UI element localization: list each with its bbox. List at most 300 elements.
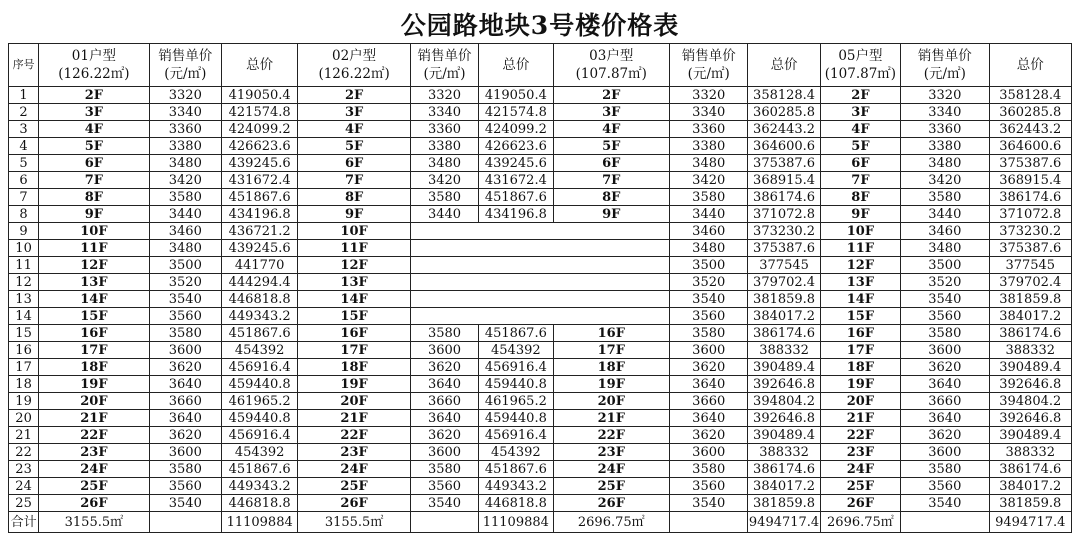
cell: 431672.4 xyxy=(479,172,553,189)
cell: 2696.75㎡ xyxy=(553,512,670,533)
cell: 2F xyxy=(553,87,670,104)
cell: 17F xyxy=(820,342,900,359)
row-index: 2 xyxy=(9,104,39,121)
cell: 3380 xyxy=(901,138,989,155)
cell: 11F xyxy=(820,240,900,257)
table-row xyxy=(9,155,1072,172)
cell: 8F xyxy=(39,189,150,206)
cell: 3600 xyxy=(410,444,478,461)
cell: 19F xyxy=(298,376,411,393)
cell: 4F xyxy=(553,121,670,138)
cell: 3F xyxy=(820,104,900,121)
cell: 459440.8 xyxy=(221,376,297,393)
cell: 3420 xyxy=(901,172,989,189)
cell: 3540 xyxy=(410,495,478,512)
row-index: 22 xyxy=(9,444,39,461)
cell: 3640 xyxy=(901,410,989,427)
cell: 459440.8 xyxy=(221,410,297,427)
cell: 13F xyxy=(39,274,150,291)
cell: 394804.2 xyxy=(989,393,1071,410)
cell: 2696.75㎡ xyxy=(820,512,900,533)
cell: 9494717.4 xyxy=(989,512,1071,533)
cell: 21F xyxy=(298,410,411,427)
cell: 434196.8 xyxy=(221,206,297,223)
cell: 3420 xyxy=(670,172,748,189)
total-price-header: 总价 xyxy=(748,44,820,87)
cell: 390489.4 xyxy=(989,427,1071,444)
price-table xyxy=(8,43,1072,533)
cell: 12F xyxy=(820,257,900,274)
cell xyxy=(901,512,989,533)
cell: 3620 xyxy=(149,427,221,444)
unit-price-header: 销售单价 (元/㎡) xyxy=(410,44,478,87)
cell: 11109884 xyxy=(221,512,297,533)
cell: 388332 xyxy=(748,444,820,461)
cell: 454392 xyxy=(479,444,553,461)
cell: 3640 xyxy=(410,410,478,427)
cell: 362443.2 xyxy=(989,121,1071,138)
cell: 386174.6 xyxy=(748,325,820,342)
cell: 21F xyxy=(553,410,670,427)
cell: 3580 xyxy=(901,325,989,342)
cell: 3380 xyxy=(410,138,478,155)
cell: 364600.6 xyxy=(989,138,1071,155)
cell: 451867.6 xyxy=(479,461,553,478)
cell: 3480 xyxy=(410,155,478,172)
cell: 7F xyxy=(298,172,411,189)
table-row xyxy=(9,257,1072,274)
row-index: 9 xyxy=(9,223,39,240)
cell: 14F xyxy=(820,291,900,308)
cell: 3F xyxy=(553,104,670,121)
table-row xyxy=(9,189,1072,206)
cell: 384017.2 xyxy=(989,308,1071,325)
cell: 25F xyxy=(553,478,670,495)
cell: 24F xyxy=(553,461,670,478)
cell: 388332 xyxy=(989,444,1071,461)
row-index: 23 xyxy=(9,461,39,478)
row-index: 19 xyxy=(9,393,39,410)
cell: 377545 xyxy=(748,257,820,274)
cell: 18F xyxy=(553,359,670,376)
cell: 3580 xyxy=(670,461,748,478)
cell: 15F xyxy=(820,308,900,325)
cell: 3580 xyxy=(670,325,748,342)
cell: 2F xyxy=(39,87,150,104)
cell: 7F xyxy=(820,172,900,189)
cell: 449343.2 xyxy=(221,308,297,325)
cell: 3560 xyxy=(670,478,748,495)
cell: 3360 xyxy=(670,121,748,138)
cell: 2F xyxy=(298,87,411,104)
cell: 3660 xyxy=(410,393,478,410)
cell: 390489.4 xyxy=(748,359,820,376)
unit-price-header: 销售单价 (元/㎡) xyxy=(901,44,989,87)
cell: 5F xyxy=(39,138,150,155)
cell: 3460 xyxy=(149,223,221,240)
cell: 20F xyxy=(39,393,150,410)
cell: 3500 xyxy=(670,257,748,274)
table-body xyxy=(9,87,1072,512)
cell xyxy=(410,512,478,533)
cell: 384017.2 xyxy=(748,308,820,325)
cell: 392646.8 xyxy=(748,410,820,427)
cell: 459440.8 xyxy=(479,376,553,393)
row-index: 18 xyxy=(9,376,39,393)
cell: 431672.4 xyxy=(221,172,297,189)
cell: 17F xyxy=(39,342,150,359)
cell: 379702.4 xyxy=(748,274,820,291)
cell: 3580 xyxy=(410,325,478,342)
cell: 444294.4 xyxy=(221,274,297,291)
cell: 18F xyxy=(39,359,150,376)
cell: 3600 xyxy=(410,342,478,359)
cell: 11F xyxy=(298,240,411,257)
cell: 3620 xyxy=(901,427,989,444)
cell: 6F xyxy=(553,155,670,172)
cell: 10F xyxy=(39,223,150,240)
cell: 373230.2 xyxy=(748,223,820,240)
cell: 3640 xyxy=(670,376,748,393)
cell: 381859.8 xyxy=(989,495,1071,512)
cell: 3600 xyxy=(670,342,748,359)
cell: 446818.8 xyxy=(221,291,297,308)
cell: 3640 xyxy=(149,376,221,393)
cell: 11F xyxy=(39,240,150,257)
cell: 3320 xyxy=(670,87,748,104)
cell: 3360 xyxy=(901,121,989,138)
cell: 3620 xyxy=(149,359,221,376)
cell: 3580 xyxy=(901,189,989,206)
table-row xyxy=(9,291,1072,308)
cell: 26F xyxy=(39,495,150,512)
cell: 386174.6 xyxy=(989,325,1071,342)
cell: 373230.2 xyxy=(989,223,1071,240)
cell: 8F xyxy=(820,189,900,206)
cell: 4F xyxy=(39,121,150,138)
cell: 9F xyxy=(298,206,411,223)
row-index: 5 xyxy=(9,155,39,172)
cell: 3540 xyxy=(901,291,989,308)
cell: 386174.6 xyxy=(748,189,820,206)
cell: 26F xyxy=(298,495,411,512)
cell: 3620 xyxy=(670,427,748,444)
cell: 371072.8 xyxy=(989,206,1071,223)
cell: 424099.2 xyxy=(221,121,297,138)
cell: 388332 xyxy=(748,342,820,359)
cell: 5F xyxy=(298,138,411,155)
cell: 381859.8 xyxy=(989,291,1071,308)
cell: 3500 xyxy=(901,257,989,274)
cell: 3520 xyxy=(670,274,748,291)
cell: 3F xyxy=(39,104,150,121)
cell: 7F xyxy=(553,172,670,189)
cell: 3540 xyxy=(149,495,221,512)
row-index: 13 xyxy=(9,291,39,308)
cell: 20F xyxy=(553,393,670,410)
cell: 368915.4 xyxy=(748,172,820,189)
cell: 24F xyxy=(298,461,411,478)
table-row xyxy=(9,444,1072,461)
cell: 394804.2 xyxy=(748,393,820,410)
cell: 386174.6 xyxy=(748,461,820,478)
table-row xyxy=(9,121,1072,138)
cell: 17F xyxy=(553,342,670,359)
table-header xyxy=(9,44,1072,87)
cell: 15F xyxy=(298,308,411,325)
cell: 424099.2 xyxy=(479,121,553,138)
cell: 3620 xyxy=(410,427,478,444)
cell: 371072.8 xyxy=(748,206,820,223)
cell: 3480 xyxy=(149,155,221,172)
cell: 388332 xyxy=(989,342,1071,359)
cell: 3660 xyxy=(149,393,221,410)
cell: 3540 xyxy=(149,291,221,308)
cell: 3520 xyxy=(149,274,221,291)
cell xyxy=(149,512,221,533)
cell: 3560 xyxy=(149,478,221,495)
seq-header: 序号 xyxy=(9,44,39,87)
table-row xyxy=(9,206,1072,223)
cell: 456916.4 xyxy=(221,359,297,376)
cell: 456916.4 xyxy=(221,427,297,444)
cell: 2F xyxy=(820,87,900,104)
cell: 3620 xyxy=(670,359,748,376)
row-index: 1 xyxy=(9,87,39,104)
cell: 451867.6 xyxy=(221,461,297,478)
cell: 7F xyxy=(39,172,150,189)
cell: 10F xyxy=(298,223,411,240)
cell: 6F xyxy=(820,155,900,172)
cell: 3600 xyxy=(149,444,221,461)
cell: 9F xyxy=(820,206,900,223)
table-row xyxy=(9,274,1072,291)
cell: 439245.6 xyxy=(479,155,553,172)
row-index: 10 xyxy=(9,240,39,257)
table-row xyxy=(9,104,1072,121)
cell: 3380 xyxy=(670,138,748,155)
cell: 390489.4 xyxy=(748,427,820,444)
cell: 3560 xyxy=(670,308,748,325)
cell: 459440.8 xyxy=(479,410,553,427)
row-index: 3 xyxy=(9,121,39,138)
cell: 451867.6 xyxy=(221,325,297,342)
cell: 3480 xyxy=(901,155,989,172)
cell: 8F xyxy=(553,189,670,206)
table-row xyxy=(9,393,1072,410)
cell: 3460 xyxy=(901,223,989,240)
total-price-header: 总价 xyxy=(989,44,1071,87)
cell: 3580 xyxy=(410,189,478,206)
blank-area xyxy=(410,291,669,308)
cell: 454392 xyxy=(221,342,297,359)
cell: 21F xyxy=(39,410,150,427)
totals-row xyxy=(9,512,1072,533)
cell: 26F xyxy=(820,495,900,512)
cell: 3580 xyxy=(149,461,221,478)
cell: 3420 xyxy=(410,172,478,189)
cell: 3560 xyxy=(901,478,989,495)
cell: 10F xyxy=(820,223,900,240)
cell: 441770 xyxy=(221,257,297,274)
table-row xyxy=(9,461,1072,478)
cell: 426623.6 xyxy=(221,138,297,155)
blank-area xyxy=(410,240,669,257)
table-row xyxy=(9,240,1072,257)
row-index: 8 xyxy=(9,206,39,223)
row-index: 11 xyxy=(9,257,39,274)
cell: 24F xyxy=(820,461,900,478)
blank-area xyxy=(410,274,669,291)
cell: 368915.4 xyxy=(989,172,1071,189)
cell: 3520 xyxy=(901,274,989,291)
cell: 3560 xyxy=(149,308,221,325)
cell: 11109884 xyxy=(479,512,553,533)
cell: 9494717.4 xyxy=(748,512,820,533)
table-row xyxy=(9,223,1072,240)
blank-area xyxy=(410,257,669,274)
cell: 17F xyxy=(298,342,411,359)
row-index: 15 xyxy=(9,325,39,342)
cell: 3620 xyxy=(410,359,478,376)
cell: 456916.4 xyxy=(479,427,553,444)
row-index: 7 xyxy=(9,189,39,206)
table-row xyxy=(9,359,1072,376)
cell: 362443.2 xyxy=(748,121,820,138)
table-row xyxy=(9,308,1072,325)
cell: 3660 xyxy=(670,393,748,410)
cell: 6F xyxy=(39,155,150,172)
cell: 22F xyxy=(298,427,411,444)
cell: 3320 xyxy=(149,87,221,104)
row-index: 6 xyxy=(9,172,39,189)
cell: 454392 xyxy=(479,342,553,359)
unit-price-header: 销售单价 (元/㎡) xyxy=(670,44,748,87)
cell: 436721.2 xyxy=(221,223,297,240)
cell: 3600 xyxy=(901,342,989,359)
cell: 3360 xyxy=(149,121,221,138)
cell: 3600 xyxy=(901,444,989,461)
cell: 3500 xyxy=(149,257,221,274)
cell: 25F xyxy=(298,478,411,495)
cell: 8F xyxy=(298,189,411,206)
cell: 13F xyxy=(820,274,900,291)
row-index: 24 xyxy=(9,478,39,495)
cell: 461965.2 xyxy=(221,393,297,410)
cell: 3660 xyxy=(901,393,989,410)
cell: 4F xyxy=(820,121,900,138)
page-title: 公园路地块3号楼价格表 xyxy=(400,11,680,40)
cell: 386174.6 xyxy=(989,461,1071,478)
cell: 3560 xyxy=(901,308,989,325)
cell: 4F xyxy=(298,121,411,138)
cell: 375387.6 xyxy=(748,240,820,257)
cell: 13F xyxy=(298,274,411,291)
cell: 377545 xyxy=(989,257,1071,274)
blank-area xyxy=(410,308,669,325)
cell: 3320 xyxy=(410,87,478,104)
table-row xyxy=(9,427,1072,444)
cell xyxy=(670,512,748,533)
cell: 3155.5㎡ xyxy=(39,512,150,533)
type-02-header: 02户型 (126.22㎡) xyxy=(298,44,411,87)
cell: 3600 xyxy=(670,444,748,461)
cell: 20F xyxy=(820,393,900,410)
cell: 16F xyxy=(820,325,900,342)
cell: 3340 xyxy=(901,104,989,121)
cell: 19F xyxy=(39,376,150,393)
cell: 381859.8 xyxy=(748,291,820,308)
cell: 3360 xyxy=(410,121,478,138)
cell: 3580 xyxy=(149,325,221,342)
table-row xyxy=(9,376,1072,393)
cell: 3580 xyxy=(670,189,748,206)
cell: 19F xyxy=(553,376,670,393)
cell: 3480 xyxy=(901,240,989,257)
table-row xyxy=(9,87,1072,104)
cell: 375387.6 xyxy=(989,155,1071,172)
cell: 5F xyxy=(820,138,900,155)
cell: 419050.4 xyxy=(479,87,553,104)
cell: 392646.8 xyxy=(748,376,820,393)
cell: 449343.2 xyxy=(221,478,297,495)
cell: 456916.4 xyxy=(479,359,553,376)
cell: 14F xyxy=(39,291,150,308)
cell: 381859.8 xyxy=(748,495,820,512)
table-footer xyxy=(9,512,1072,533)
cell: 375387.6 xyxy=(748,155,820,172)
cell: 3380 xyxy=(149,138,221,155)
cell: 358128.4 xyxy=(989,87,1071,104)
cell: 451867.6 xyxy=(479,325,553,342)
cell: 384017.2 xyxy=(989,478,1071,495)
cell: 5F xyxy=(553,138,670,155)
cell: 18F xyxy=(820,359,900,376)
cell: 15F xyxy=(39,308,150,325)
cell: 451867.6 xyxy=(221,189,297,206)
row-index: 21 xyxy=(9,427,39,444)
cell: 390489.4 xyxy=(989,359,1071,376)
cell: 3420 xyxy=(149,172,221,189)
cell: 3480 xyxy=(670,240,748,257)
cell: 421574.8 xyxy=(479,104,553,121)
type-03-header: 03户型 (107.87㎡) xyxy=(553,44,670,87)
cell: 360285.8 xyxy=(989,104,1071,121)
cell: 3440 xyxy=(149,206,221,223)
row-index: 17 xyxy=(9,359,39,376)
cell: 3540 xyxy=(670,291,748,308)
cell: 21F xyxy=(820,410,900,427)
cell: 446818.8 xyxy=(479,495,553,512)
table-row xyxy=(9,495,1072,512)
total-price-header: 总价 xyxy=(221,44,297,87)
cell: 12F xyxy=(39,257,150,274)
table-row xyxy=(9,172,1072,189)
cell: 9F xyxy=(553,206,670,223)
cell: 22F xyxy=(820,427,900,444)
cell: 23F xyxy=(553,444,670,461)
cell: 3540 xyxy=(670,495,748,512)
cell: 3580 xyxy=(410,461,478,478)
cell: 439245.6 xyxy=(221,155,297,172)
cell: 19F xyxy=(820,376,900,393)
row-index: 16 xyxy=(9,342,39,359)
cell: 24F xyxy=(39,461,150,478)
cell: 14F xyxy=(298,291,411,308)
cell: 3440 xyxy=(670,206,748,223)
cell: 3640 xyxy=(149,410,221,427)
cell: 454392 xyxy=(221,444,297,461)
